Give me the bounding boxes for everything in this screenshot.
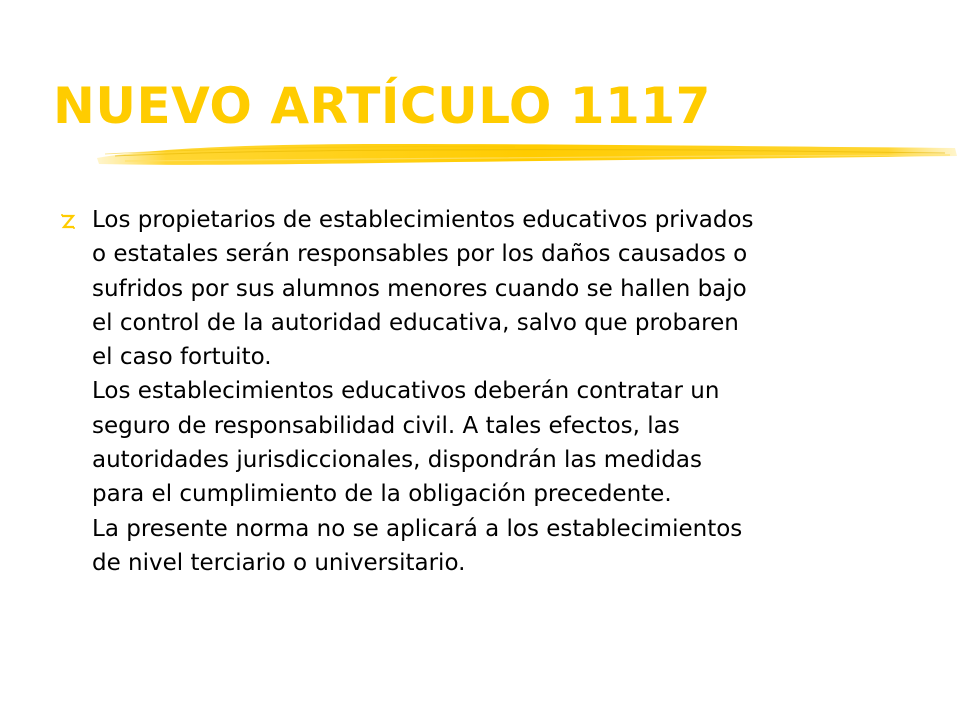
body-line: de nivel terciario o universitario.	[92, 549, 466, 576]
body-line: para el cumplimiento de la obligación precedente.	[92, 481, 672, 508]
body-line: sufridos por sus alumnos menores cuando se hallen bajo	[92, 275, 747, 302]
z-bullet-icon	[60, 203, 92, 231]
slide-title: NUEVO ARTÍCULO 1117	[53, 77, 711, 135]
body-line: seguro de responsabilidad civil. A tales efectos, las	[92, 412, 680, 439]
body-line: o estatales serán responsables por los daños causados o	[92, 241, 748, 268]
body-text	[92, 203, 920, 580]
brush-stroke-divider	[95, 136, 960, 176]
body-line: el caso fortuito.	[92, 344, 272, 371]
body-line: Los propietarios de establecimientos educativos privados	[92, 207, 754, 233]
body-line: La presente norma no se aplicará a los establecimientos	[92, 515, 743, 542]
body-line: el control de la autoridad educativa, salvo que probaren	[92, 309, 739, 336]
body-line: autoridades jurisdiccionales, dispondrán las medidas	[92, 447, 702, 474]
slide-body	[60, 203, 920, 580]
body-line: Los establecimientos educativos deberán contratar un	[92, 378, 720, 405]
bullet-item	[60, 203, 920, 580]
